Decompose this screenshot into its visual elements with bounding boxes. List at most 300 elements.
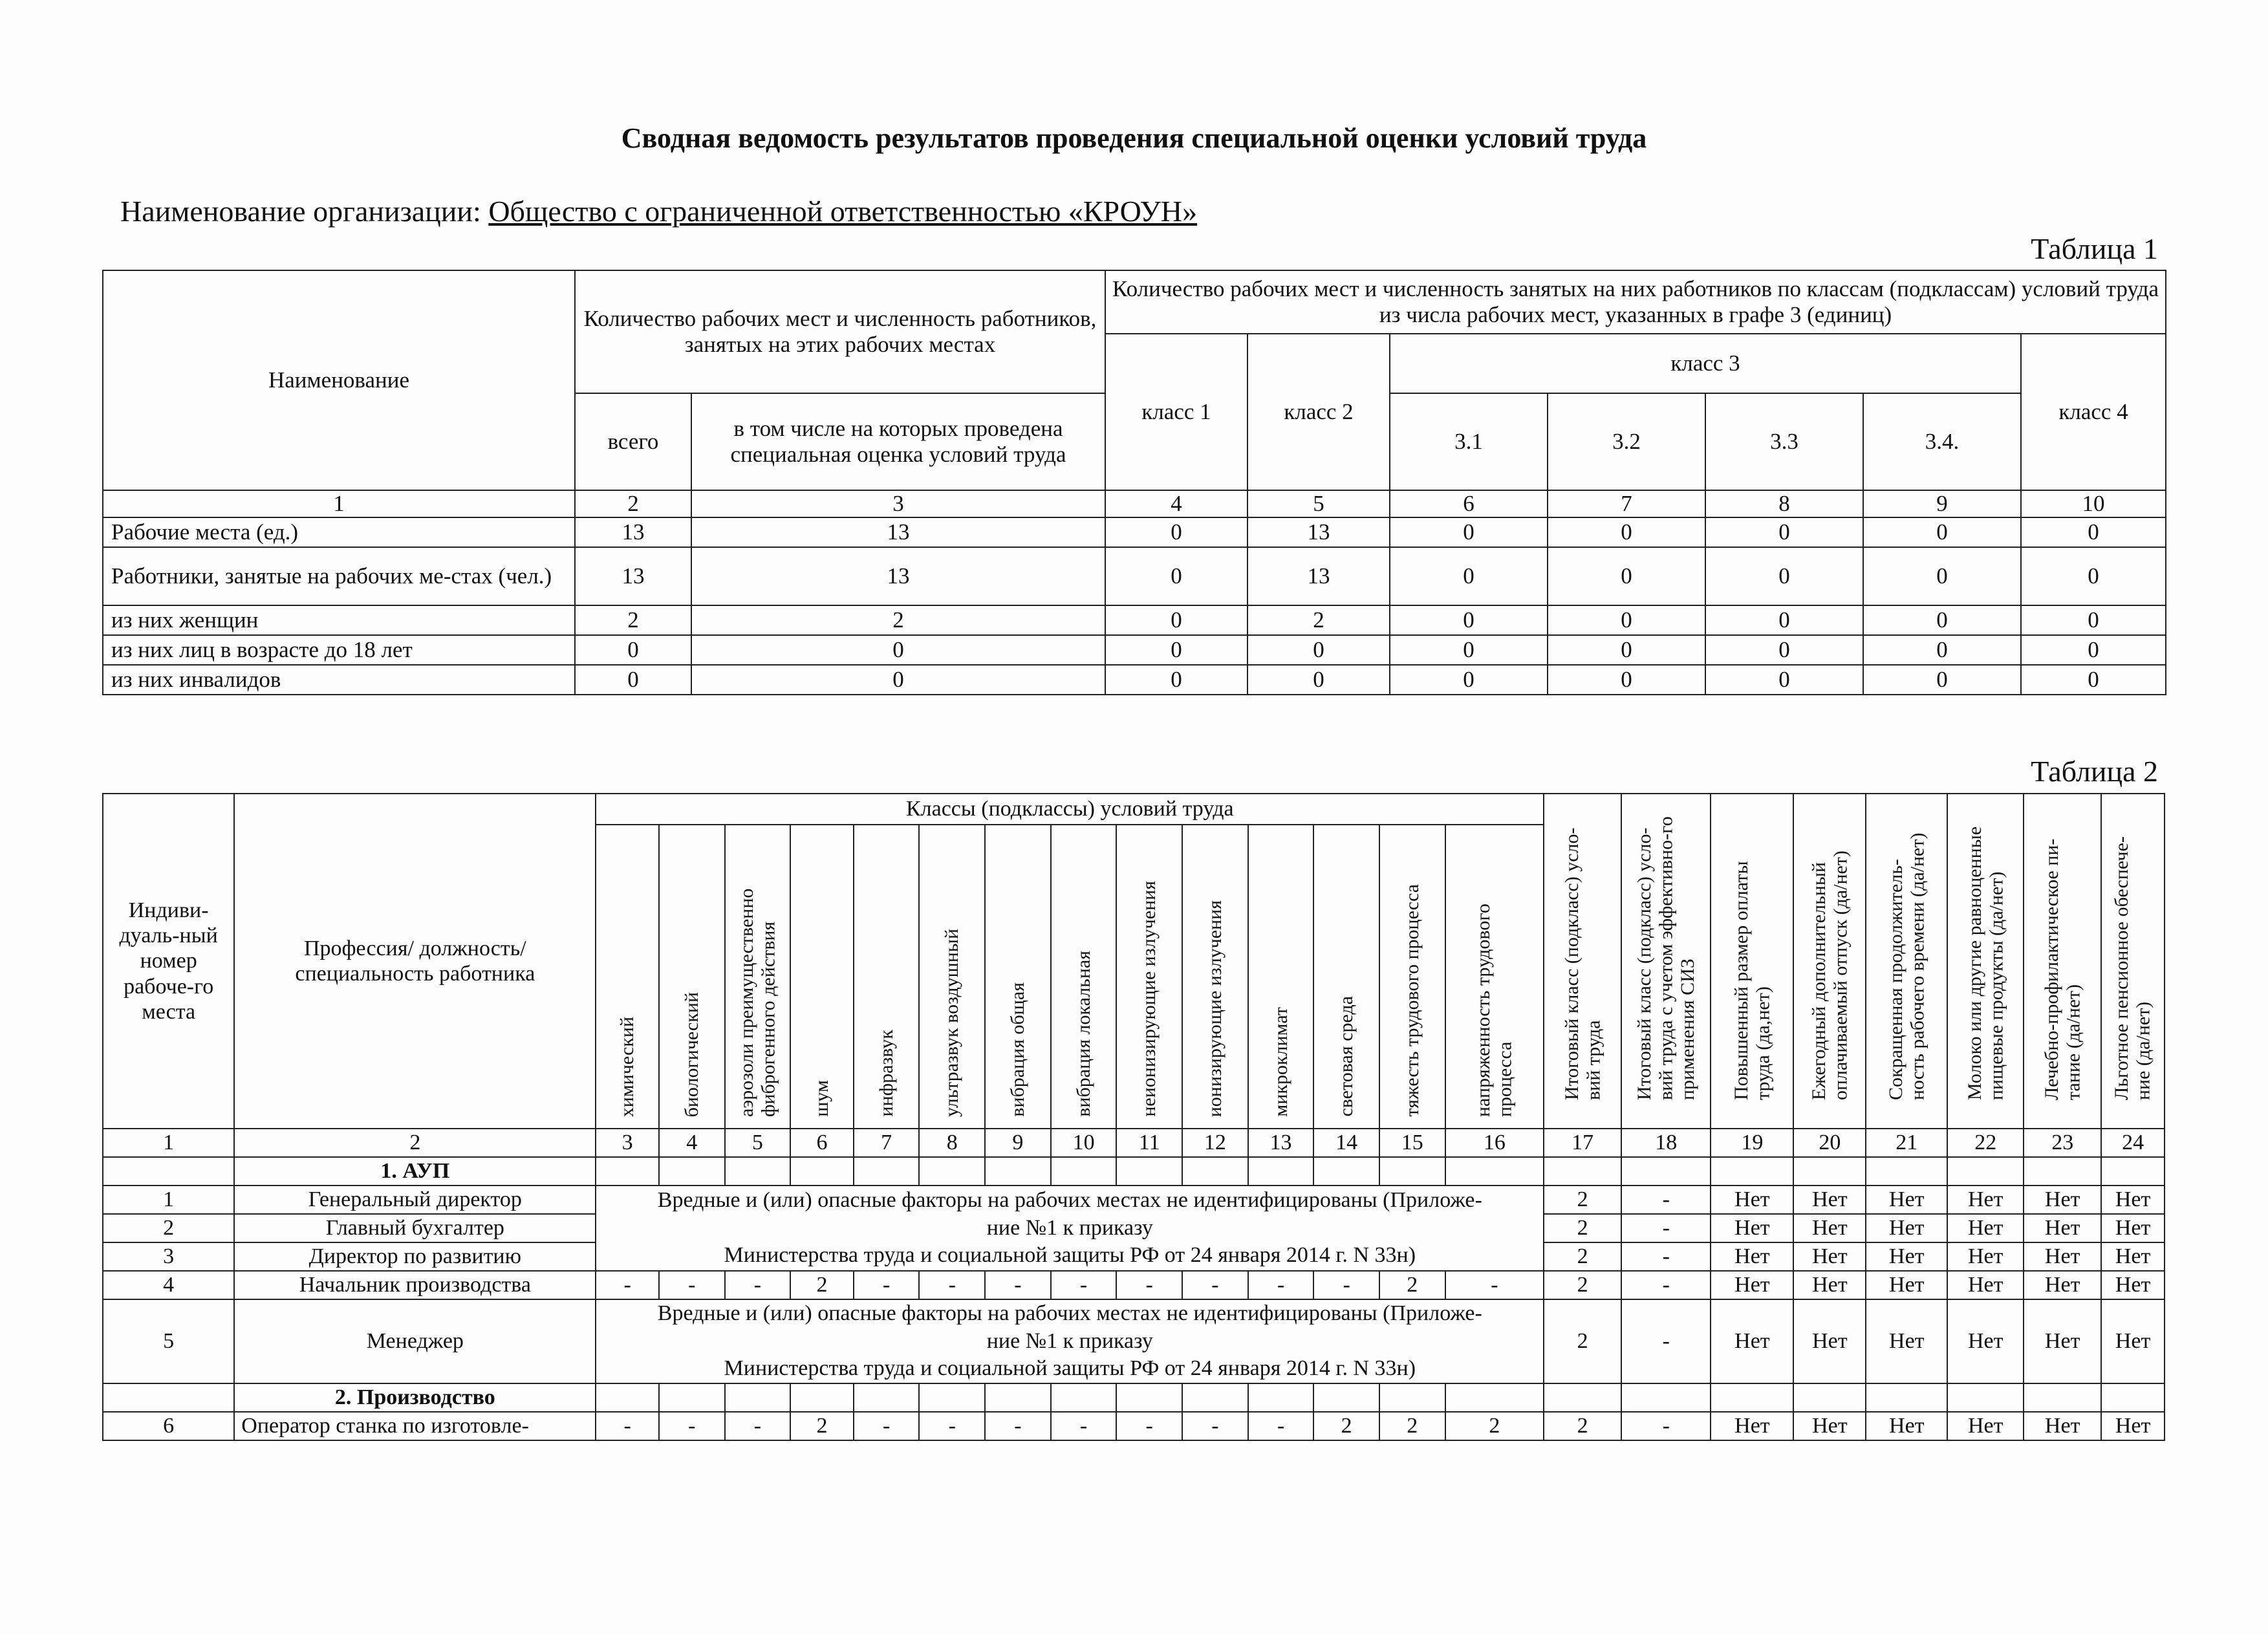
table-cell: 0: [575, 665, 691, 695]
benefit-cell: Нет: [1866, 1271, 1947, 1299]
table-cell: 0: [1390, 635, 1548, 665]
siz-class-cell: -: [1621, 1214, 1711, 1242]
benefit-cell: Нет: [2101, 1242, 2165, 1271]
header-assessed: в том числе на которых проведена специальная оценка условий труда: [691, 393, 1105, 490]
factor-cell: 2: [1313, 1412, 1379, 1440]
header-factor-text: микроклимат: [1269, 1007, 1291, 1117]
col-number: 17: [1544, 1129, 1621, 1157]
factor-cell: -: [1313, 1271, 1379, 1299]
table-row: [103, 547, 2166, 605]
col-number: 1: [103, 1129, 234, 1157]
table-cell: [103, 1383, 234, 1412]
siz-class-cell: -: [1621, 1299, 1711, 1383]
header-factor-text: аэрозоли преимущественно фиброгенного действия: [735, 888, 779, 1117]
header-factor-text: инфразвук: [875, 1030, 897, 1117]
table-cell: 0: [1105, 517, 1247, 547]
workplace-table: [102, 793, 2165, 1441]
table-cell: 0: [1105, 665, 1247, 695]
benefit-cell: Нет: [1947, 1299, 2024, 1383]
header-subclass-3-2: 3.2: [1548, 393, 1705, 490]
table-cell: [1544, 1383, 1621, 1412]
benefit-cell: Нет: [2024, 1271, 2101, 1299]
table-cell: [919, 1157, 985, 1186]
row-label: из них лиц в возрасте до 18 лет: [103, 635, 575, 665]
table-cell: 13: [1247, 547, 1390, 605]
table-cell: 0: [691, 665, 1105, 695]
table-row: [103, 1299, 2165, 1383]
siz-class-cell: -: [1621, 1186, 1711, 1214]
benefit-cell: Нет: [1866, 1186, 1947, 1214]
header-factor: [919, 825, 985, 1129]
table-cell: [1379, 1157, 1445, 1186]
col-number: 21: [1866, 1129, 1947, 1157]
table-cell: [790, 1383, 854, 1412]
factor-cell: -: [725, 1412, 791, 1440]
total-class-cell: 2: [1544, 1186, 1621, 1214]
merged-note-line: Министерства труда и социальной защиты РФ от 24 января 2014 г. N 33н): [724, 1356, 1416, 1380]
header-factor: [1313, 825, 1379, 1129]
table-cell: [659, 1383, 725, 1412]
header-factor: [790, 825, 854, 1129]
col-number: 23: [2024, 1129, 2101, 1157]
table-cell: [854, 1383, 920, 1412]
table-cell: 0: [1548, 665, 1705, 695]
benefit-cell: Нет: [1866, 1299, 1947, 1383]
col-number: 9: [1863, 490, 2021, 517]
section-title: 2. Производство: [234, 1383, 596, 1412]
col-number: 3: [691, 490, 1105, 517]
col-number: 9: [985, 1129, 1051, 1157]
profession-name: Директор по развитию: [234, 1242, 596, 1271]
table-cell: [790, 1157, 854, 1186]
table-cell: [1621, 1383, 1711, 1412]
benefit-cell: Нет: [1711, 1214, 1793, 1242]
header-class-group: Количество рабочих мест и численность занятых на них работников по классам (подклассам) условий труда из числа рабочих мест, указанных в графе 3 (единиц): [1105, 270, 2166, 334]
benefit-cell: Нет: [1947, 1214, 2024, 1242]
header-nutrition-text: Лечебно-профилактическое пи-тание (да/нет): [2040, 839, 2084, 1101]
column-number-row: [103, 490, 2166, 517]
table-cell: 0: [1548, 605, 1705, 635]
table-cell: [659, 1157, 725, 1186]
table-cell: 0: [1705, 665, 1863, 695]
row-label: Работники, занятые на рабочих ме-стах (чел.): [103, 547, 575, 605]
table-cell: [1313, 1157, 1379, 1186]
table-cell: [1248, 1157, 1314, 1186]
table-cell: 0: [1548, 517, 1705, 547]
header-factor: [1051, 825, 1117, 1129]
table-cell: 0: [1390, 605, 1548, 635]
table-cell: [725, 1383, 791, 1412]
header-pay-text: Повышенный размер оплаты труда (да,нет): [1730, 861, 1774, 1101]
header-factor: [725, 825, 791, 1129]
col-number: 6: [1390, 490, 1548, 517]
header-factor-text: напряженность трудового процесса: [1473, 903, 1516, 1117]
table-cell: 0: [1705, 547, 1863, 605]
col-number: 3: [596, 1129, 659, 1157]
benefit-cell: Нет: [1866, 1214, 1947, 1242]
table-cell: 0: [2021, 605, 2166, 635]
factor-cell: -: [1182, 1412, 1248, 1440]
table-cell: [596, 1383, 659, 1412]
table-cell: 0: [1863, 547, 2021, 605]
factor-cell: -: [1051, 1412, 1117, 1440]
header-count-group: Количество рабочих мест и численность работников, занятых на этих рабочих местах: [575, 270, 1105, 393]
header-nutrition: [2024, 794, 2101, 1129]
benefit-cell: Нет: [1711, 1186, 1793, 1214]
table-cell: [596, 1157, 659, 1186]
row-label: из них инвалидов: [103, 665, 575, 695]
col-number: 5: [1247, 490, 1390, 517]
benefit-cell: Нет: [1793, 1186, 1866, 1214]
header-factor-text: тяжесть трудового процесса: [1401, 884, 1423, 1117]
table-cell: 0: [2021, 547, 2166, 605]
benefit-cell: Нет: [1711, 1412, 1793, 1440]
workplace-number: 4: [103, 1271, 234, 1299]
merged-note-line: Министерства труда и социальной защиты РФ от 24 января 2014 г. N 33н): [724, 1243, 1416, 1268]
organization-line: [120, 194, 1197, 228]
header-factor: [985, 825, 1051, 1129]
table-cell: 0: [1105, 547, 1247, 605]
table-cell: [1116, 1157, 1182, 1186]
table-cell: [1182, 1383, 1248, 1412]
row-label: из них женщин: [103, 605, 575, 635]
header-short-time: [1866, 794, 1947, 1129]
header-leave: [1793, 794, 1866, 1129]
col-number: 6: [790, 1129, 854, 1157]
factor-cell: -: [1445, 1271, 1544, 1299]
total-class-cell: 2: [1544, 1299, 1621, 1383]
header-factor-text: ультразвук воздушный: [941, 928, 963, 1117]
table-cell: [1313, 1383, 1379, 1412]
col-number: 10: [2021, 490, 2166, 517]
profession-name: Генеральный директор: [234, 1186, 596, 1214]
table-cell: 13: [1247, 517, 1390, 547]
profession-name: Менеджер: [234, 1299, 596, 1383]
factor-cell: -: [1116, 1412, 1182, 1440]
table-cell: [725, 1157, 791, 1186]
total-class-cell: 2: [1544, 1271, 1621, 1299]
col-number: 24: [2101, 1129, 2165, 1157]
header-factor-text: световая среда: [1335, 996, 1357, 1117]
header-factor-text: неионизирующие излучения: [1138, 881, 1160, 1117]
merged-note-line: Вредные и (или) опасные факторы на рабочих местах не идентифицированы (Приложе-: [657, 1188, 1482, 1213]
header-factor: [854, 825, 920, 1129]
table-row: [103, 665, 2166, 695]
table-cell: [1116, 1383, 1182, 1412]
factor-cell: -: [1182, 1271, 1248, 1299]
benefit-cell: Нет: [2024, 1412, 2101, 1440]
col-number: 14: [1313, 1129, 1379, 1157]
header-factor-text: ионизирующие излучения: [1204, 900, 1226, 1117]
header-siz-class: [1621, 794, 1711, 1129]
benefit-cell: Нет: [2101, 1412, 2165, 1440]
total-class-cell: 2: [1544, 1214, 1621, 1242]
siz-class-cell: -: [1621, 1242, 1711, 1271]
col-number: 16: [1445, 1129, 1544, 1157]
table-cell: [1947, 1157, 2024, 1186]
document-title: Сводная ведомость результатов проведения специальной оценки условий труда: [621, 122, 1647, 154]
table-cell: [2101, 1157, 2165, 1186]
header-pay: [1711, 794, 1793, 1129]
header-milk-text: Молоко или другие равноценные пищевые продукты (да/нет): [1963, 827, 2007, 1101]
table-row: [103, 635, 2166, 665]
table-cell: [1947, 1383, 2024, 1412]
table-cell: [1445, 1383, 1544, 1412]
table-cell: 0: [1548, 635, 1705, 665]
factor-cell: -: [659, 1271, 725, 1299]
table-cell: 0: [1247, 665, 1390, 695]
table-cell: [1793, 1383, 1866, 1412]
header-factor: [1182, 825, 1248, 1129]
factor-cell: 2: [1379, 1412, 1445, 1440]
header-factor: [1379, 825, 1445, 1129]
header-total: всего: [575, 393, 691, 490]
col-number: 19: [1711, 1129, 1793, 1157]
table-row: [103, 517, 2166, 547]
table-cell: 0: [575, 635, 691, 665]
header-name: Наименование: [103, 270, 575, 490]
factor-cell: -: [1051, 1271, 1117, 1299]
table2-label: Таблица 2: [2031, 755, 2158, 788]
table-cell: 0: [1390, 665, 1548, 695]
profession-name: Оператор станка по изготовле-: [234, 1412, 596, 1440]
factor-cell: -: [1248, 1271, 1314, 1299]
siz-class-cell: -: [1621, 1412, 1711, 1440]
header-factor: [1116, 825, 1182, 1129]
table-cell: 13: [691, 517, 1105, 547]
siz-class-cell: -: [1621, 1271, 1711, 1299]
header-classes: Классы (подклассы) условий труда: [596, 794, 1544, 825]
merged-note-line: ние №1 к приказу: [986, 1328, 1153, 1353]
benefit-cell: Нет: [1793, 1242, 1866, 1271]
table-cell: 0: [1105, 605, 1247, 635]
merged-note-cell: [596, 1299, 1544, 1383]
header-total-class: [1544, 794, 1621, 1129]
header-workplace-number: Индиви-дуаль-ный номер рабоче-го места: [103, 794, 234, 1129]
header-short-time-text: Сокращенная продолжитель-ность рабочего времени (да/нет): [1885, 833, 1928, 1101]
benefit-cell: Нет: [2101, 1299, 2165, 1383]
total-class-cell: 2: [1544, 1412, 1621, 1440]
table-cell: 0: [2021, 517, 2166, 547]
table-cell: [1866, 1383, 1947, 1412]
table-cell: [1445, 1157, 1544, 1186]
benefit-cell: Нет: [1711, 1299, 1793, 1383]
factor-cell: -: [985, 1271, 1051, 1299]
table-cell: 0: [2021, 635, 2166, 665]
factor-cell: -: [919, 1271, 985, 1299]
profession-name: Начальник производства: [234, 1271, 596, 1299]
benefit-cell: Нет: [2101, 1271, 2165, 1299]
table-cell: [2024, 1157, 2101, 1186]
profession-name: Главный бухгалтер: [234, 1214, 596, 1242]
table-cell: [1051, 1383, 1117, 1412]
header-leave-text: Ежегодный дополнительный оплачиваемый отпуск (да/нет): [1808, 850, 1852, 1101]
factor-cell: -: [1248, 1412, 1314, 1440]
header-pension-text: Льготное пенсионное обеспече-ние (да/нет): [2111, 836, 2155, 1101]
col-number: 20: [1793, 1129, 1866, 1157]
benefit-cell: Нет: [1793, 1214, 1866, 1242]
table-cell: 0: [1548, 547, 1705, 605]
factor-cell: -: [985, 1412, 1051, 1440]
table-cell: 0: [1863, 665, 2021, 695]
table-cell: 2: [691, 605, 1105, 635]
table-cell: [1051, 1157, 1117, 1186]
section-row: [103, 1383, 2165, 1412]
benefit-cell: Нет: [2024, 1242, 2101, 1271]
table-cell: 0: [1705, 605, 1863, 635]
table-cell: 0: [691, 635, 1105, 665]
header-factor-text: шум: [811, 1080, 833, 1117]
header-factor: [1445, 825, 1544, 1129]
col-number: 2: [234, 1129, 596, 1157]
workplace-number: 2: [103, 1214, 234, 1242]
table-cell: [103, 1157, 234, 1186]
col-number: 13: [1248, 1129, 1314, 1157]
table-cell: 0: [2021, 665, 2166, 695]
workplace-number: 1: [103, 1186, 234, 1214]
benefit-cell: Нет: [1866, 1242, 1947, 1271]
factor-cell: -: [725, 1271, 791, 1299]
table-cell: 13: [691, 547, 1105, 605]
col-number: 11: [1116, 1129, 1182, 1157]
col-number: 18: [1621, 1129, 1711, 1157]
header-class1: класс 1: [1105, 334, 1247, 490]
row-label: Рабочие места (ед.): [103, 517, 575, 547]
benefit-cell: Нет: [1793, 1412, 1866, 1440]
header-factor: [1248, 825, 1314, 1129]
table-cell: [1711, 1383, 1793, 1412]
header-factor: [659, 825, 725, 1129]
table-cell: [985, 1383, 1051, 1412]
benefit-cell: Нет: [1793, 1271, 1866, 1299]
workplace-number: 6: [103, 1412, 234, 1440]
table1-label: Таблица 1: [2031, 232, 2158, 265]
header-siz-class-text: Итоговый класс (подкласс) усло-вий труда с учетом эффективно-го применения СИЗ: [1633, 816, 1699, 1101]
header-subclass-3-1: 3.1: [1390, 393, 1548, 490]
factor-cell: -: [596, 1412, 659, 1440]
table-row: [103, 1271, 2165, 1299]
col-number: 8: [1705, 490, 1863, 517]
col-number: 15: [1379, 1129, 1445, 1157]
factor-cell: 2: [1445, 1412, 1544, 1440]
col-number: 4: [659, 1129, 725, 1157]
benefit-cell: Нет: [1947, 1242, 2024, 1271]
table-cell: 0: [1863, 605, 2021, 635]
table-cell: [1544, 1157, 1621, 1186]
organization-name: Общество с ограниченной ответственностью «КРОУН»: [488, 195, 1198, 228]
table-cell: [1621, 1157, 1711, 1186]
col-number: 1: [103, 490, 575, 517]
header-profession: Профессия/ должность/ специальность работника: [234, 794, 596, 1129]
table-cell: [985, 1157, 1051, 1186]
table-cell: [1793, 1157, 1866, 1186]
col-number: 7: [1548, 490, 1705, 517]
section-title: 1. АУП: [234, 1157, 596, 1186]
table-cell: [919, 1383, 985, 1412]
header-milk: [1947, 794, 2024, 1129]
table-cell: 0: [1247, 635, 1390, 665]
table-cell: 0: [1863, 635, 2021, 665]
factor-cell: -: [854, 1412, 920, 1440]
factor-cell: -: [1116, 1271, 1182, 1299]
header-factor-text: химический: [616, 1016, 638, 1117]
table-cell: [1866, 1157, 1947, 1186]
benefit-cell: Нет: [2024, 1214, 2101, 1242]
merged-note-line: ние №1 к приказу: [986, 1215, 1153, 1240]
factor-cell: -: [596, 1271, 659, 1299]
table-cell: [2101, 1383, 2165, 1412]
benefit-cell: Нет: [2024, 1186, 2101, 1214]
col-number: 4: [1105, 490, 1247, 517]
col-number: 10: [1051, 1129, 1117, 1157]
table-row: [103, 1412, 2165, 1440]
factor-cell: -: [659, 1412, 725, 1440]
table-cell: 13: [575, 517, 691, 547]
benefit-cell: Нет: [2024, 1299, 2101, 1383]
factor-cell: -: [919, 1412, 985, 1440]
header-subclass-3-3: 3.3: [1705, 393, 1863, 490]
header-factor-text: вибрация общая: [1007, 982, 1029, 1117]
section-row: [103, 1157, 2165, 1186]
benefit-cell: Нет: [2101, 1186, 2165, 1214]
benefit-cell: Нет: [1947, 1271, 2024, 1299]
col-number: 2: [575, 490, 691, 517]
table-cell: 13: [575, 547, 691, 605]
col-number: 22: [1947, 1129, 2024, 1157]
header-factor-text: биологический: [680, 991, 702, 1117]
summary-table: [102, 270, 2166, 695]
table-cell: 0: [1705, 635, 1863, 665]
table-cell: 0: [1705, 517, 1863, 547]
header-factor: [596, 825, 659, 1129]
table-cell: [1182, 1157, 1248, 1186]
col-number: 12: [1182, 1129, 1248, 1157]
header-total-class-text: Итоговый класс (подкласс) усло-вий труда: [1561, 827, 1604, 1101]
workplace-number: 3: [103, 1242, 234, 1271]
table-cell: [1379, 1383, 1445, 1412]
header-class3: класс 3: [1390, 334, 2021, 393]
header-factor-text: вибрация локальная: [1072, 951, 1094, 1117]
table-row: [103, 605, 2166, 635]
table-row: [103, 1186, 2165, 1214]
workplace-number: 5: [103, 1299, 234, 1383]
benefit-cell: Нет: [2101, 1214, 2165, 1242]
merged-note-cell: [596, 1186, 1544, 1271]
benefit-cell: Нет: [1947, 1186, 2024, 1214]
benefit-cell: Нет: [1711, 1271, 1793, 1299]
table-cell: 0: [1390, 517, 1548, 547]
benefit-cell: Нет: [1793, 1299, 1866, 1383]
table-cell: 0: [1863, 517, 2021, 547]
table-cell: [1711, 1157, 1793, 1186]
table-cell: [2024, 1383, 2101, 1412]
col-number: 7: [854, 1129, 920, 1157]
header-class2: класс 2: [1247, 334, 1390, 490]
header-class4: класс 4: [2021, 334, 2166, 490]
col-number: 5: [725, 1129, 791, 1157]
table-cell: 0: [1390, 547, 1548, 605]
benefit-cell: Нет: [1711, 1242, 1793, 1271]
factor-cell: 2: [790, 1412, 854, 1440]
merged-note-line: Вредные и (или) опасные факторы на рабочих местах не идентифицированы (Приложе-: [657, 1301, 1482, 1325]
header-subclass-3-4: 3.4.: [1863, 393, 2021, 490]
benefit-cell: Нет: [1866, 1412, 1947, 1440]
benefit-cell: Нет: [1947, 1412, 2024, 1440]
table-cell: 2: [1247, 605, 1390, 635]
factor-cell: -: [854, 1271, 920, 1299]
table-cell: [1248, 1383, 1314, 1412]
table-cell: 2: [575, 605, 691, 635]
